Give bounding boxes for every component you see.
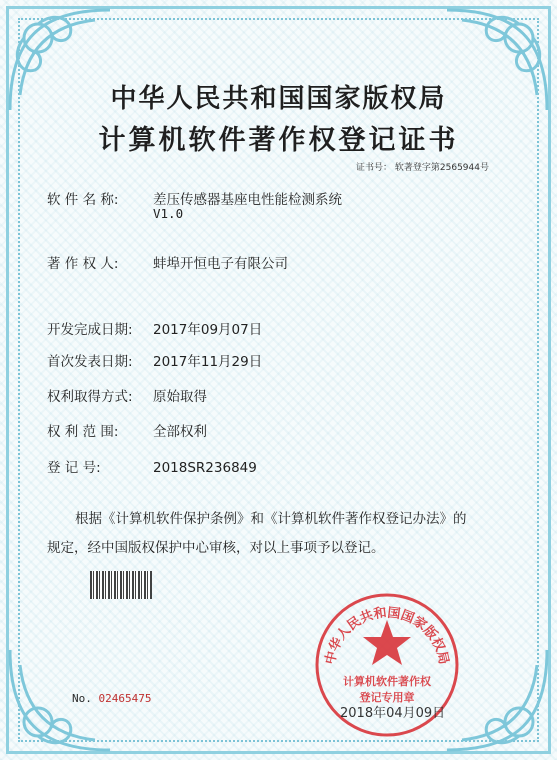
dev-date-label: 开发完成日期: <box>47 322 133 338</box>
dev-date-row <box>47 318 262 338</box>
certificate-number <box>356 160 489 173</box>
scope-row <box>47 420 207 440</box>
software-version: V1.0 <box>153 206 184 221</box>
seal-inner-line-1: 计算机软件著作权 <box>343 675 431 688</box>
seal-inner-line-2: 登记专用章 <box>359 691 415 704</box>
acquire-value: 原始取得 <box>153 389 207 405</box>
software-name-label: 软 件 名 称: <box>47 192 119 208</box>
owner-label: 著 作 权 人: <box>47 256 119 272</box>
software-name-value: 差压传感器基座电性能检测系统 <box>153 192 342 208</box>
registration-row <box>47 456 257 476</box>
owner-value: 蚌埠开恒电子有限公司 <box>153 256 288 272</box>
serial-prefix: No. <box>72 692 92 705</box>
statement-line-1: 根据《计算机软件保护条例》和《计算机软件著作权登记办法》的 <box>75 511 467 527</box>
owner-row <box>47 252 288 272</box>
pub-date-value: 2017年11月29日 <box>153 354 263 370</box>
certificate-number-label: 证书号： <box>356 163 393 173</box>
acquire-label: 权利取得方式: <box>47 389 133 405</box>
statement-line-2: 规定，经中国版权保护中心审核，对以上事项予以登记。 <box>47 540 385 556</box>
serial-number <box>72 692 151 705</box>
registration-label: 登 记 号: <box>47 460 101 476</box>
certificate-title: 计算机软件著作权登记证书 <box>98 125 459 156</box>
serial-value: 02465475 <box>98 692 152 705</box>
issue-date: 2018年04月09日 <box>340 706 446 721</box>
scope-label: 权 利 范 围: <box>47 424 119 440</box>
statement <box>47 505 517 563</box>
issuer-title: 中华人民共和国国家版权局 <box>110 84 447 114</box>
dev-date-value: 2017年09月07日 <box>153 322 263 338</box>
pub-date-label: 首次发表日期: <box>47 354 133 370</box>
acquire-row <box>47 385 207 405</box>
seal-ring-text: 中华人民共和国国家版权局 <box>323 605 451 666</box>
certificate-number-value: 软著登字第2565944号 <box>394 163 489 173</box>
registration-value: 2018SR236849 <box>153 460 257 476</box>
barcode-image <box>90 571 152 599</box>
pub-date-row <box>47 350 262 370</box>
software-name-row <box>47 188 342 208</box>
scope-value: 全部权利 <box>153 424 207 440</box>
seal-star-icon <box>363 620 411 665</box>
